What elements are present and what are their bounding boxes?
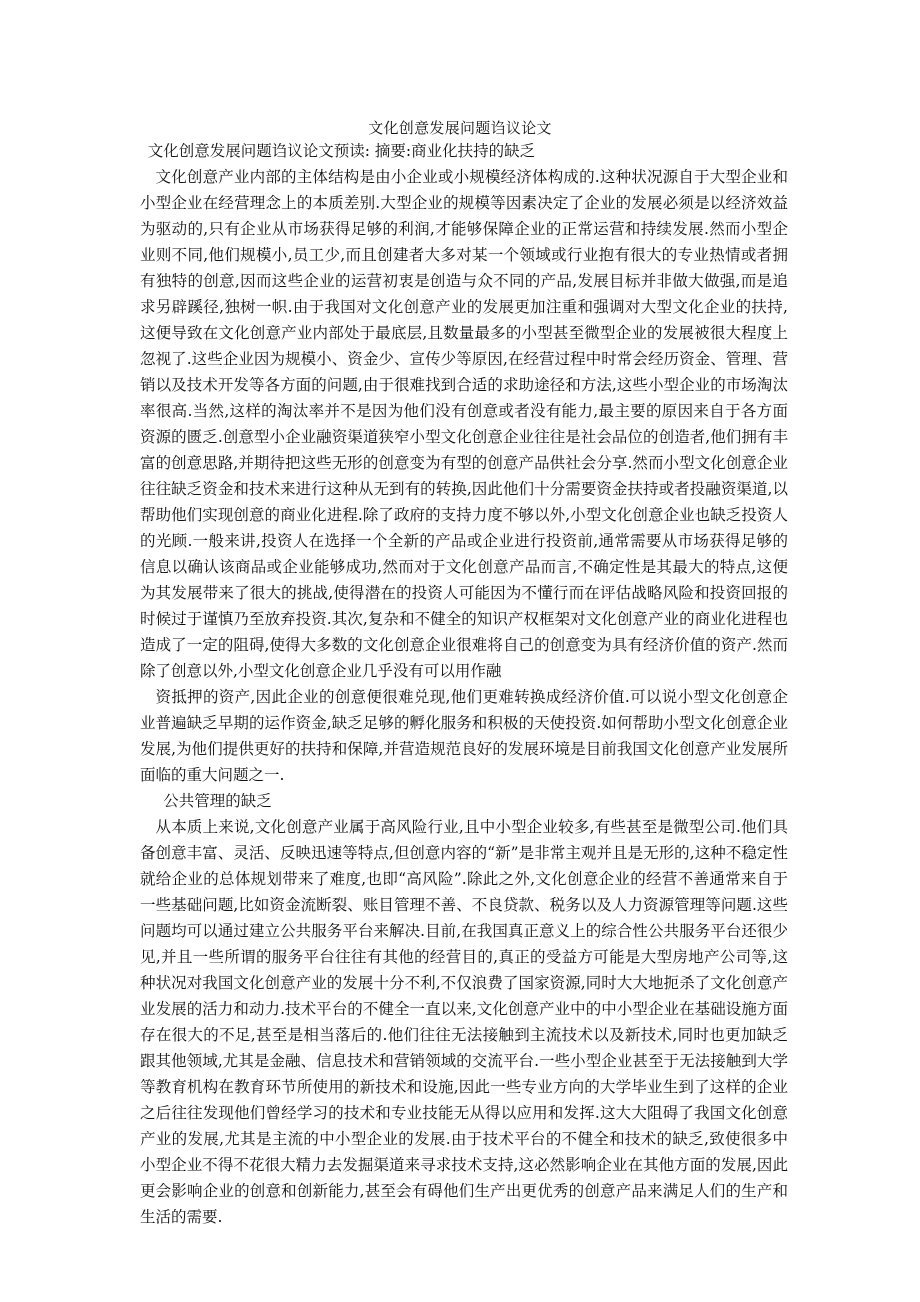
body-paragraph: 从本质上来说,文化创意产业属于高风险行业,且中小型企业较多,有些甚至是微型公司.他们具备创意丰富、灵活、反映迅速等特点,但创意内容的“新”是非常主观并且是无形的,这种不稳定性就给企业的总体规划带来了难度,也即“高风险”.除此之外,文化创意企业的经营不善通常来自于一些基础问题,比如资金流断裂、账目管理不善、不良贷款、税务以及人力资源管理等问题.这些问题均可以通过建立公共服务平台来解决.目前,在我国真正意义上的综合性公共服务平台还很少见,并且一些所谓的服务平台往往有其他的经营目的,真正的受益方可能是大型房地产公司等,这种状况对我国文化创意产业的发展十分不利,不仅浪费了国家资源,同时大大地扼杀了文化创意产业发展的活力和动力.技术平台的不健全一直以来,文化创意产业中的中小型企业在基础设施方面存在很大的不足,甚至是相当落后的.他们往往无法接触到主流技术以及新技术,同时也更加缺乏跟其他领域,尤其是金融、信息技术和营销领域的交流平台.一些小型企业甚至于无法接触到大学等教育机构在教育环节所使用的新技术和设施,因此一些专业方向的大学毕业生到了这样的企业之后往往发现他们曾经学习的技术和专业技能无从得以应用和发挥.这大大阻碍了我国文化创意产业的发展,尤其是主流的中小型企业的发展.由于技术平台的不健全和技术的缺乏,致使很多中小型企业不得不花很大精力去发掘渠道来寻求技术支持,这必然影响企业在其他方面的发展,因此更会影响企业的创意和创新能力,甚至会有碍他们生产出更优秀的创意产品来满足人们的生产和生活的需要.: [140, 818, 788, 1226]
body-paragraph: 文化创意产业内部的主体结构是由小企业或小规模经济体构成的.这种状况源自于大型企业和小型企业在经营理念上的本质差别.大型企业的规模等因素决定了企业的发展必须是以经济效益为驱动的,只有企业从市场获得足够的利润,才能够保障企业的正常运营和持续发展.然而小型企业则不同,他们规模小,员工少,而且创建者大多对某一个领域或行业抱有很大的专业热情或者拥有独特的创意,因而这些企业的运营初衷是创造与众不同的产品,发展目标并非做大做强,而是追求另辟蹊径,独树一帜.由于我国对文化创意产业的发展更加注重和强调对大型文化企业的扶持,这便导致在文化创意产业内部处于最底层,且数量最多的小型甚至微型企业的发展被很大程度上忽视了.这些企业因为规模小、资金少、宣传少等原因,在经营过程中时常会经历资金、管理、营销以及技术开发等各方面的问题,由于很难找到合适的求助途径和方法,这些小型企业的市场淘汰率很高.当然,这样的淘汰率并不是因为他们没有创意或者没有能力,最主要的原因来自于各方面资源的匮乏.创意型小企业融资渠道狭窄小型文化创意企业往往是社会品位的创造者,他们拥有丰富的创意思路,并期待把这些无形的创意变为有型的创意产品供社会分享.然而小型文化创意企业往往缺乏资金和技术来进行这种从无到有的转换,因此他们十分需要资金扶持或者投融资渠道,以帮助他们实现创意的商业化进程.除了政府的支持力度不够以外,小型文化创意企业也缺乏投资人的光顾.一般来讲,投资人在选择一个全新的产品或企业进行投资前,通常需要从市场获得足够的信息以确认该商品或企业能够成功,然而对于文化创意产品而言,不确定性是其最大的特点,这便为其发展带来了很大的挑战,使得潜在的投资人可能因为不懂行而在评估战略风险和投资回报的时候过于谨慎乃至放弃投资.其次,复杂和不健全的知识产权框架对文化创意产业的商业化进程也造成了一定的阻碍,使得大多数的文化创意企业很难将自己的创意变为具有经济价值的资产.然而除了创意以外,小型文化创意企业几乎没有可以用作融: [140, 168, 788, 680]
document-body: [140, 138, 788, 1230]
preface-line: 文化创意发展问题诌议论文预读: 摘要:商业化扶持的缺乏: [147, 142, 536, 160]
body-paragraph: 资抵押的资产,因此企业的创意便很难兑现,他们更难转换成经济价值.可以说小型文化创意企业普遍缺乏早期的运作资金,缺乏足够的孵化服务和积极的天使投资.如何帮助小型文化创意企业发展,为他们提供更好的扶持和保障,并营造规范良好的发展环境是目前我国文化创意产业发展所面临的重大问题之一.: [140, 688, 788, 784]
section-heading: 公共管理的缺乏: [163, 792, 272, 810]
document-title: 文化创意发展问题诌议论文: [368, 119, 552, 137]
